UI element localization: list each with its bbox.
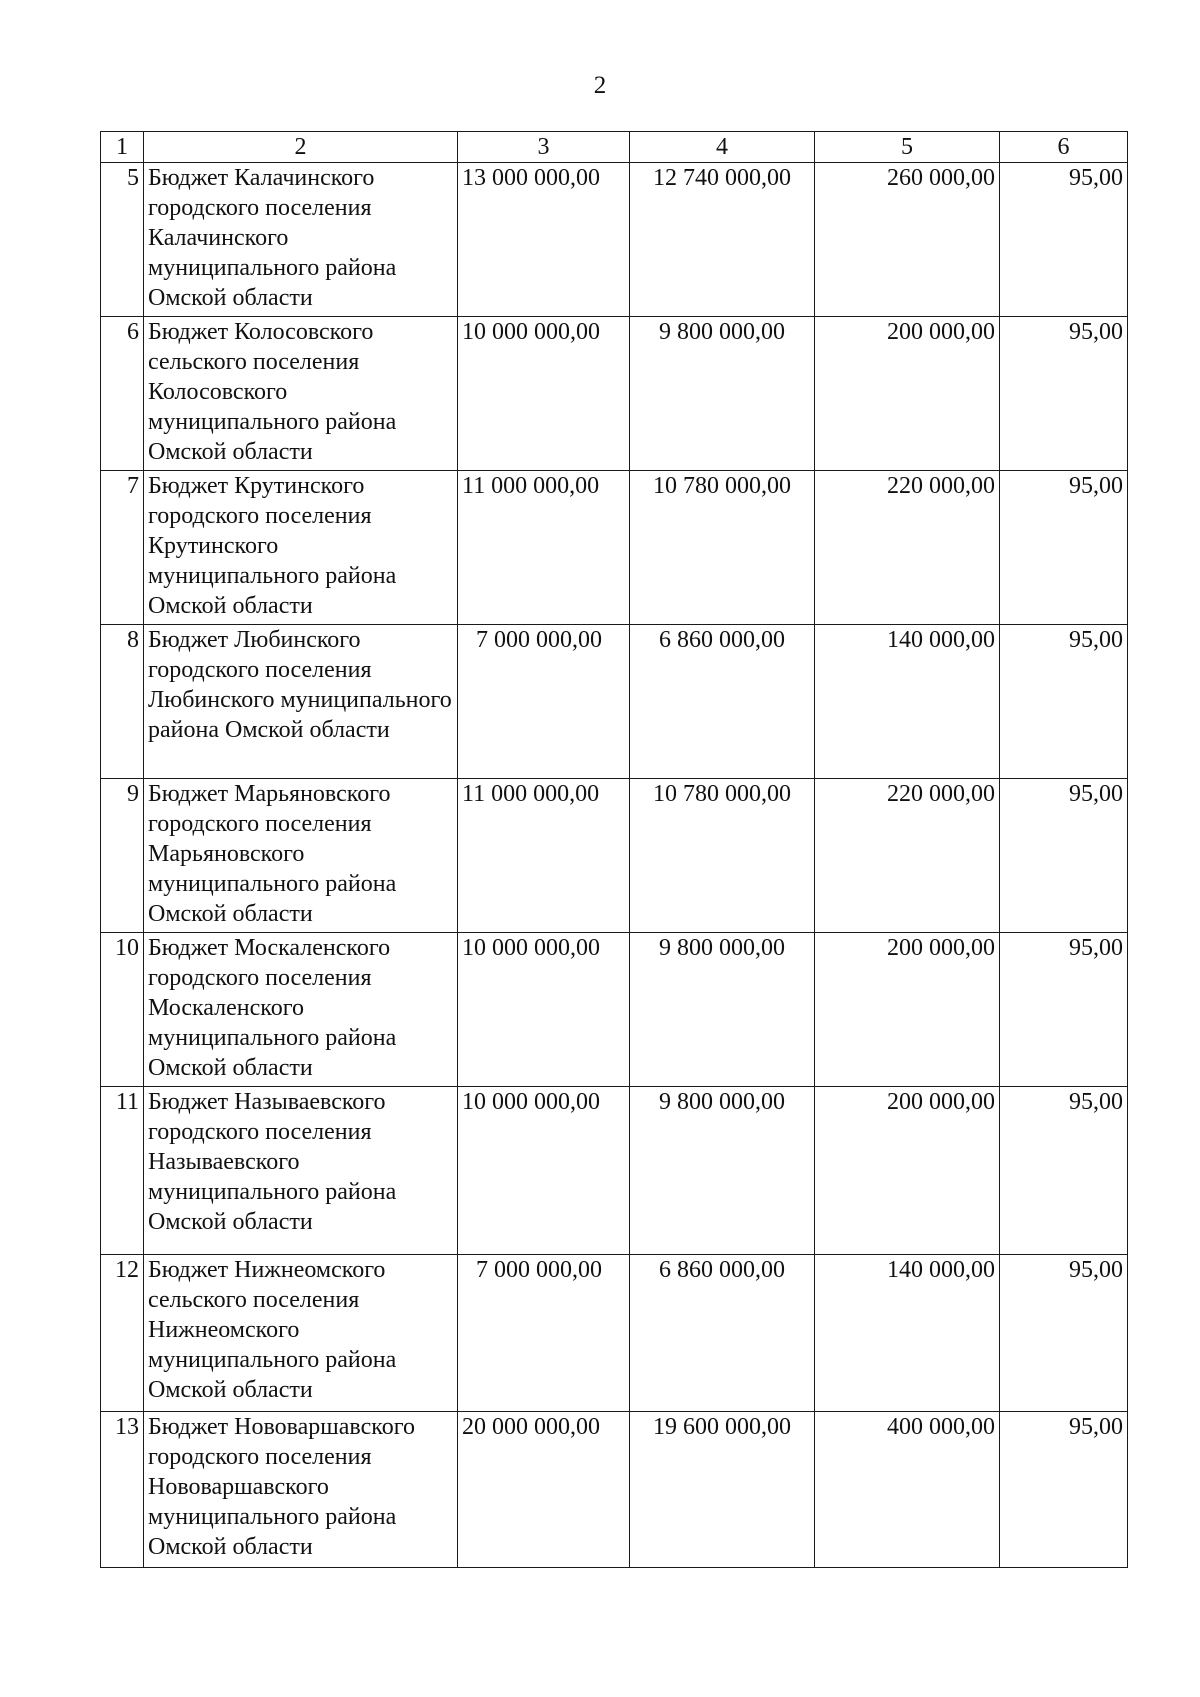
budget-name: Бюджет Колосовского сельского поселения Колосовского муниципального района Омской области (144, 317, 458, 471)
amount-col4: 12 740 000,00 (630, 163, 815, 317)
amount-col4: 9 800 000,00 (630, 317, 815, 471)
row-number: 8 (101, 625, 144, 779)
percent-col6: 95,00 (1000, 625, 1128, 779)
page-number: 2 (593, 72, 607, 99)
amount-col5: 200 000,00 (815, 317, 1000, 471)
amount-col4: 6 860 000,00 (630, 1255, 815, 1412)
amount-col5: 220 000,00 (815, 471, 1000, 625)
amount-col5: 200 000,00 (815, 933, 1000, 1087)
amount-col4: 6 860 000,00 (630, 625, 815, 779)
row-number: 6 (101, 317, 144, 471)
amount-col3: 11 000 000,00 (458, 779, 630, 933)
amount-col3: 20 000 000,00 (458, 1412, 630, 1568)
amount-col3: 7 000 000,00 (458, 1255, 630, 1412)
percent-col6: 95,00 (1000, 1412, 1128, 1568)
row-number: 10 (101, 933, 144, 1087)
row-number: 7 (101, 471, 144, 625)
amount-col5: 220 000,00 (815, 779, 1000, 933)
percent-col6: 95,00 (1000, 933, 1128, 1087)
column-header-1: 1 (101, 132, 144, 163)
amount-col4: 10 780 000,00 (630, 779, 815, 933)
row-number: 11 (101, 1087, 144, 1255)
percent-col6: 95,00 (1000, 163, 1128, 317)
amount-col4: 10 780 000,00 (630, 471, 815, 625)
budget-name: Бюджет Москаленского городского поселения Москаленского муниципального района Омской области (144, 933, 458, 1087)
amount-col5: 400 000,00 (815, 1412, 1000, 1568)
percent-col6: 95,00 (1000, 471, 1128, 625)
table-row (101, 1087, 1128, 1255)
amount-col3: 11 000 000,00 (458, 471, 630, 625)
row-number: 9 (101, 779, 144, 933)
percent-col6: 95,00 (1000, 1255, 1128, 1412)
budget-name: Бюджет Крутинского городского поселения Крутинского муниципального района Омской области (144, 471, 458, 625)
row-number: 13 (101, 1412, 144, 1568)
budget-name: Бюджет Нововаршавского городского поселения Нововаршавского муниципального района Омской области (144, 1412, 458, 1568)
column-header-2: 2 (144, 132, 458, 163)
table-row (101, 1412, 1128, 1568)
column-header-5: 5 (815, 132, 1000, 163)
percent-col6: 95,00 (1000, 779, 1128, 933)
amount-col3: 7 000 000,00 (458, 625, 630, 779)
amount-col4: 19 600 000,00 (630, 1412, 815, 1568)
budget-name: Бюджет Называевского городского поселения Называевского муниципального района Омской области (144, 1087, 458, 1255)
table-row (101, 317, 1128, 471)
percent-col6: 95,00 (1000, 317, 1128, 471)
amount-col5: 140 000,00 (815, 1255, 1000, 1412)
amount-col3: 10 000 000,00 (458, 317, 630, 471)
budget-name: Бюджет Марьяновского городского поселения Марьяновского муниципального района Омской области (144, 779, 458, 933)
table-row (101, 625, 1128, 779)
budget-name: Бюджет Калачинского городского поселения Калачинского муниципального района Омской области (144, 163, 458, 317)
table-row (101, 163, 1128, 317)
amount-col4: 9 800 000,00 (630, 1087, 815, 1255)
column-header-6: 6 (1000, 132, 1128, 163)
row-number: 5 (101, 163, 144, 317)
amount-col4: 9 800 000,00 (630, 933, 815, 1087)
amount-col3: 13 000 000,00 (458, 163, 630, 317)
row-number: 12 (101, 1255, 144, 1412)
amount-col5: 260 000,00 (815, 163, 1000, 317)
budget-name: Бюджет Любинского городского поселения Любинского муниципального района Омской области (144, 625, 458, 779)
column-header-4: 4 (630, 132, 815, 163)
table-header-row (101, 132, 1128, 163)
column-header-3: 3 (458, 132, 630, 163)
amount-col5: 140 000,00 (815, 625, 1000, 779)
budget-table (100, 131, 1128, 1568)
percent-col6: 95,00 (1000, 1087, 1128, 1255)
table-row (101, 779, 1128, 933)
amount-col5: 200 000,00 (815, 1087, 1000, 1255)
budget-name: Бюджет Нижнеомского сельского поселения Нижнеомского муниципального района Омской области (144, 1255, 458, 1412)
amount-col3: 10 000 000,00 (458, 933, 630, 1087)
table-row (101, 933, 1128, 1087)
amount-col3: 10 000 000,00 (458, 1087, 630, 1255)
table-row (101, 1255, 1128, 1412)
table-row (101, 471, 1128, 625)
